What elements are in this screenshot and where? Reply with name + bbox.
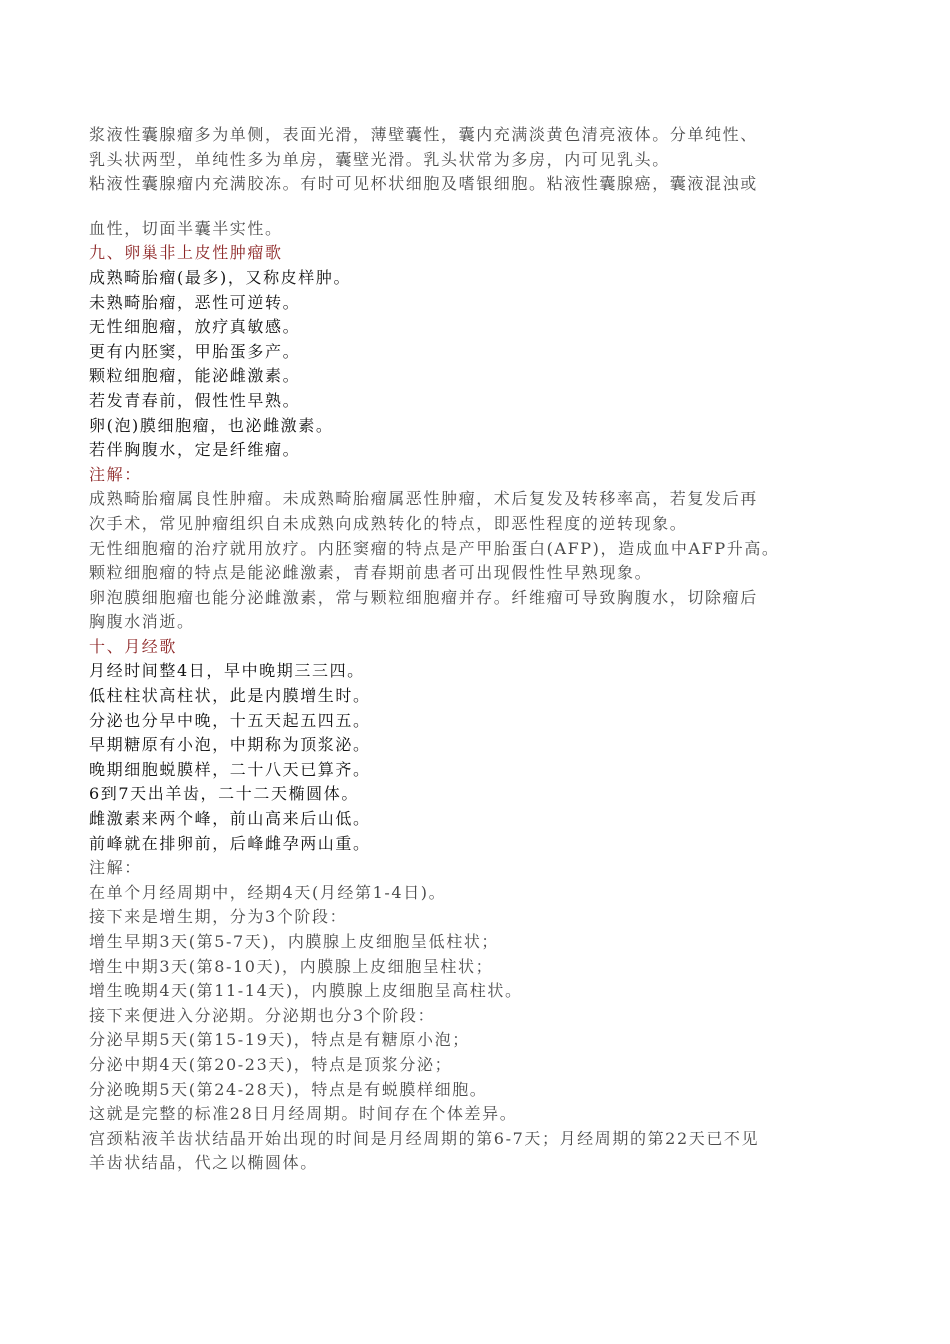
note-line: 分泌晚期5天(第24-28天)，特点是有蜕膜样细胞。	[89, 1079, 488, 1099]
note-line: 无性细胞瘤的治疗就用放疗。内胚窦瘤的特点是产甲胎蛋白(AFP)，造成血中AFP升高。	[89, 538, 780, 558]
note-line: 成熟畸胎瘤属良性肿瘤。未成熟畸胎瘤属恶性肿瘤，术后复发及转移率高，若复发后再	[89, 489, 758, 509]
song-line: 未熟畸胎瘤，恶性可逆转。	[89, 292, 301, 312]
song-line: 颗粒细胞瘤，能泌雌激素。	[89, 366, 301, 386]
song-line: 6到7天出羊齿，二十二天椭圆体。	[89, 784, 359, 804]
song-line: 前峰就在排卵前，后峰雌孕两山重。	[89, 833, 371, 853]
song-line: 雌激素来两个峰，前山高来后山低。	[89, 809, 371, 829]
song-line: 早期糖原有小泡，中期称为顶浆泌。	[89, 735, 371, 755]
song-line: 成熟畸胎瘤(最多)，又称皮样肿。	[89, 267, 352, 287]
note-line: 增生晚期4天(第11-14天)，内膜腺上皮细胞呈高柱状。	[89, 981, 523, 1001]
paragraph-line: 粘液性囊腺瘤内充满胶冻。有时可见杯状细胞及嗜银细胞。粘液性囊腺癌，囊液混浊或	[89, 174, 758, 194]
note-label-9: 注解：	[89, 464, 142, 484]
note-line: 颗粒细胞瘤的特点是能泌雌激素，青春期前患者可出现假性性早熟现象。	[89, 563, 653, 583]
paragraph-line: 血性，切面半囊半实性。	[89, 218, 283, 238]
section-heading-10: 十、月经歌	[89, 636, 178, 656]
note-label-10: 注解：	[89, 858, 142, 878]
paragraph-line: 乳头状两型，单纯性多为单房，囊壁光滑。乳头状常为多房，内可见乳头。	[89, 149, 670, 169]
song-line: 低柱柱状高柱状，此是内膜增生时。	[89, 686, 371, 706]
song-line: 月经时间整4日，早中晚期三三四。	[89, 661, 365, 681]
note-line: 羊齿状结晶，代之以椭圆体。	[89, 1153, 318, 1173]
song-line: 更有内胚窦，甲胎蛋多产。	[89, 341, 301, 361]
song-line: 卵(泡)膜细胞瘤，也泌雌激素。	[89, 415, 334, 435]
song-line: 若发青春前，假性性早熟。	[89, 390, 301, 410]
note-line: 增生早期3天(第5-7天)，内膜腺上皮细胞呈低柱状；	[89, 932, 500, 951]
note-line: 分泌早期5天(第15-19天)，特点是有糖原小泡；	[89, 1030, 470, 1050]
note-line: 次手术，常见肿瘤组织自未成熟向成熟转化的特点，即恶性程度的逆转现象。	[89, 513, 688, 533]
note-line: 在单个月经周期中，经期4天(月经第1-4日)。	[89, 882, 447, 902]
note-line: 分泌中期4天(第20-23天)，特点是顶浆分泌；	[89, 1054, 453, 1074]
note-line: 增生中期3天(第8-10天)，内膜腺上皮细胞呈柱状；	[89, 956, 494, 976]
song-line: 无性细胞瘤，放疗真敏感。	[89, 317, 301, 337]
song-line: 分泌也分早中晚，十五天起五四五。	[89, 710, 371, 730]
note-line: 宫颈粘液羊齿状结晶开始出现的时间是月经周期的第6-7天；月经周期的第22天已不见	[89, 1128, 760, 1148]
note-line: 接下来便进入分泌期。分泌期也分3个阶段：	[89, 1005, 436, 1025]
note-line: 这就是完整的标准28日月经周期。时间存在个体差异。	[89, 1104, 518, 1124]
song-line: 晚期细胞蜕膜样，二十八天已算齐。	[89, 759, 371, 779]
section-heading-9: 九、卵巢非上皮性肿瘤歌	[89, 243, 283, 263]
paragraph-gap	[89, 197, 879, 217]
note-line: 卵泡膜细胞瘤也能分泌雌激素，常与颗粒细胞瘤并存。纤维瘤可导致胸腹水，切除瘤后	[89, 587, 758, 607]
note-line: 胸腹水消逝。	[89, 612, 195, 632]
note-line: 接下来是增生期，分为3个阶段：	[89, 907, 348, 927]
paragraph-line: 浆液性囊腺瘤多为单侧，表面光滑，薄壁囊性，囊内充满淡黄色清亮液体。分单纯性、	[89, 125, 758, 144]
document-page	[89, 123, 879, 1176]
song-line: 若伴胸腹水，定是纤维瘤。	[89, 440, 301, 460]
